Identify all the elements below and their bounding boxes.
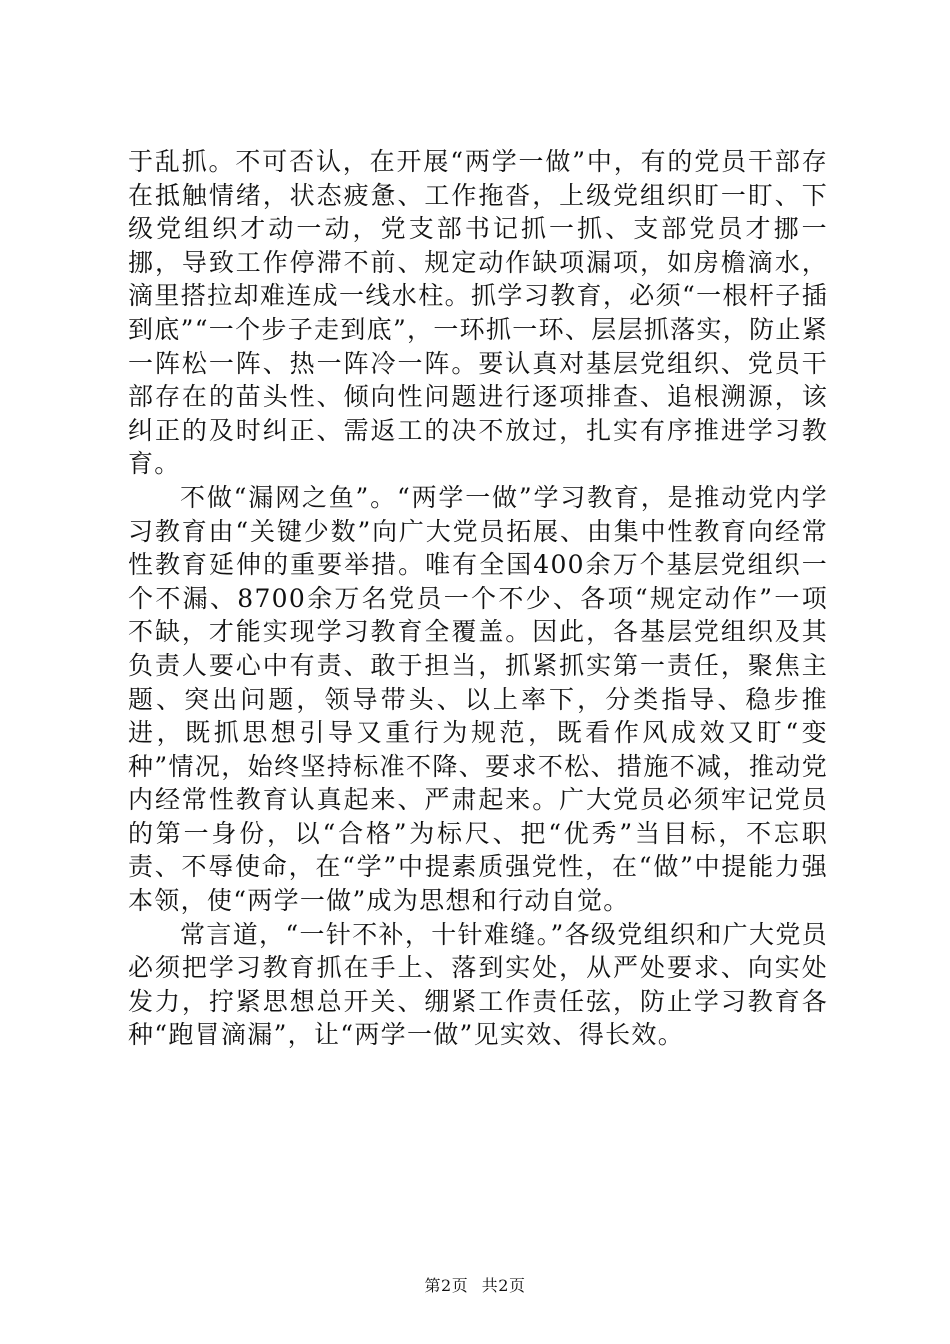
page-footer bbox=[0, 1273, 950, 1296]
document-body bbox=[128, 145, 828, 1052]
paragraph-no-omission: 不做“漏网之鱼”。“两学一做”学习教育，是推动党内学习教育由“关键少数”向广大党员拓展、由集中性教育向经常性教育延伸的重要举措。唯有全国400余万个基层党组织一个不漏、8700余万名党员一个不少、各项“规定动作”一项不缺，才能实现学习教育全覆盖。因此，各基层党组织及其负责人要心中有责、敢于担当，抓紧抓实第一责任，聚焦主题、突出问题，领导带头、以上率下，分类指导、稳步推进，既抓思想引导又重行为规范，既看作风成效又盯“变种”情况，始终坚持标准不降、要求不松、措施不减，推动党内经常性教育认真起来、严肃起来。广大党员必须牢记党员的第一身份，以“合格”为标尺、把“优秀”当目标，不忘职责、不辱使命，在“学”中提素质强党性，在“做”中提能力强本领，使“两学一做”成为思想和行动自觉。 bbox=[128, 482, 828, 916]
paragraph-continuation: 于乱抓。不可否认，在开展“两学一做”中，有的党员干部存在抵触情绪，状态疲惫、工作拖沓，上级党组织盯一盯、下级党组织才动一动，党支部书记抓一抓、支部党员才挪一挪，导致工作停滞不前、规定动作缺项漏项，如房檐滴水，滴里搭拉却难连成一线水柱。抓学习教育，必须“一根杆子插到底”“一个步子走到底”，一环抓一环、层层抓落实，防止紧一阵松一阵、热一阵冷一阵。要认真对基层党组织、党员干部存在的苗头性、倾向性问题进行逐项排查、追根溯源，该纠正的及时纠正、需返工的决不放过，扎实有序推进学习教育。 bbox=[128, 147, 828, 479]
paragraph-closing: 常言道，“一针不补，十针难缝。”各级党组织和广大党员必须把学习教育抓在手上、落到实处，从严处要求、向实处发力，拧紧思想总开关、绷紧工作责任弦，防止学习教育各种“跑冒滴漏”，让“两学一做”见实效、得长效。 bbox=[128, 919, 828, 1050]
page-number-current: 第2页 bbox=[424, 1276, 469, 1295]
page-number-total: 共2页 bbox=[481, 1276, 526, 1295]
